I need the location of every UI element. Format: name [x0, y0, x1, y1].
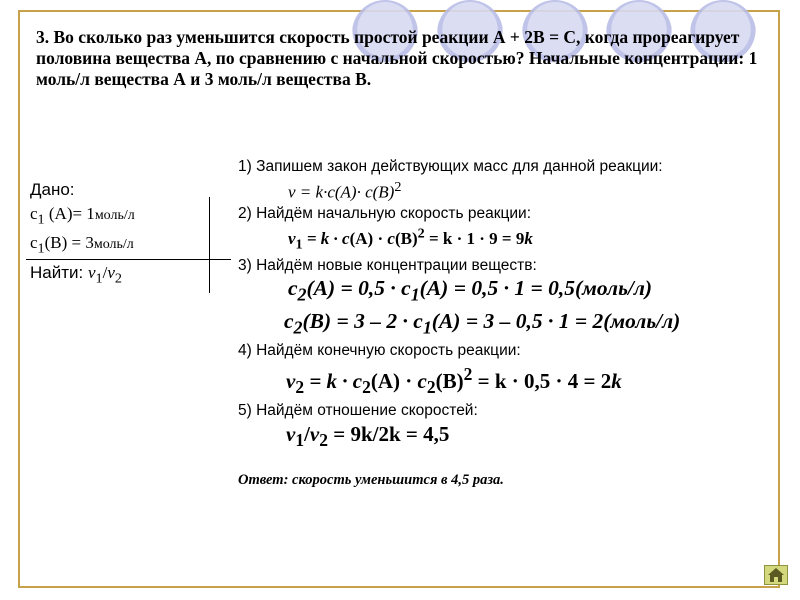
step-1-text: 1) Запишем закон действующих масс для данной реакции: — [238, 158, 663, 175]
given-c1-a: $c_1$ (A)= 1моль/л — [30, 204, 135, 228]
home-icon — [765, 566, 787, 584]
given-vertical-divider — [209, 197, 210, 293]
step-2-text: 2) Найдём начальную скорость реакции: — [238, 204, 532, 222]
find-line: Найти: $v_1/v_2$ — [30, 262, 122, 287]
given-horizontal-divider — [26, 259, 231, 260]
given-header: Дано: — [30, 180, 75, 199]
given-c1-b: $c_1(B)$ = 3моль/л — [30, 233, 134, 257]
solution-block — [238, 157, 788, 489]
given-block — [30, 178, 212, 290]
step-4-formula: $v_2 = k \cdot c_2(А) \cdot c_2(В)^2 = k \cdot 0,5 \cdot 4 = 2k$ — [286, 364, 622, 398]
step-3-formula-a: $c_2(A) = 0,5 \cdot c_1(A) = 0,5 \cdot 1$ = 0,5(моль/л) — [288, 275, 653, 304]
step-3-formula-b: $c_2(B) = 3 - 2 \cdot c_1(A) = 3 - 0,5 \cdot 1$ = 2(моль/л) — [284, 309, 681, 338]
problem-statement: 3. Во сколько раз уменьшится скорость простой реакции А + 2В = С, когда прореагирует половина вещества А, по сравнению с начальной скоростью? Начальные концентрации: 1 моль/л вещества А и 3 моль/л вещества В. — [36, 27, 758, 89]
step-3-text: 3) Найдём новые концентрации веществ: — [238, 256, 537, 274]
step-5-formula: $v_1/v_2 = 9k/2k = 4,5$ — [286, 422, 450, 451]
step-4-text: 4) Найдём конечную скорость реакции: — [238, 342, 521, 360]
home-icon[interactable] — [764, 565, 788, 585]
answer-text: Ответ: скорость уменьшится в 4,5 раза. — [238, 471, 504, 488]
step-1-formula: $v = k\cdot c(A)\cdot c(B)^2$ — [288, 179, 402, 202]
step-5-text: 5) Найдём отношение скоростей: — [238, 402, 478, 420]
step-2-formula: $v_1 = k \cdot c(А) \cdot c(В)^2 = k \cdot 1 \cdot 9 = 9k$ — [288, 225, 533, 253]
